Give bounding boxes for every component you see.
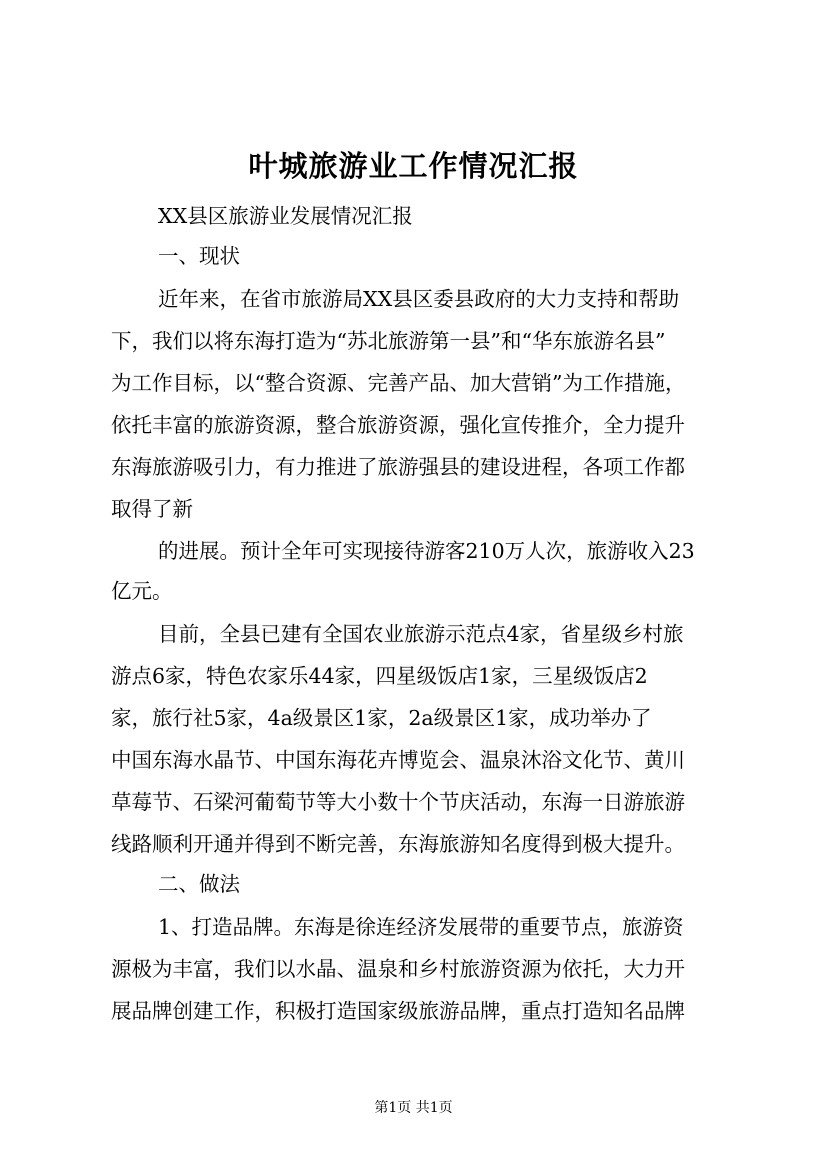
body-line: 依托丰富的旅游资源，整合旅游资源，强化宣传推介，全力提升: [111, 413, 685, 437]
body-line: 目前，全县已建有全国农业旅游示范点4家，省星级乡村旅: [158, 622, 684, 646]
body-line: 中国东海水晶节、中国东海花卉博览会、温泉沐浴文化节、黄川: [111, 748, 685, 772]
body-line: 展品牌创建工作，积极打造国家级旅游品牌，重点打造知名品牌: [111, 999, 685, 1023]
body-line: 取得了新: [111, 497, 193, 521]
body-line: 家，旅行社5家，4a级景区1家，2a级景区1家，成功举办了: [111, 706, 652, 730]
body-line: 源极为丰富，我们以水晶、温泉和乡村旅游资源为依托，大力开: [111, 957, 685, 981]
body-line: XX县区旅游业发展情况汇报: [158, 204, 413, 228]
section-heading: 一、现状: [158, 244, 240, 268]
body-line: 为工作目标，以“整合资源、完善产品、加大营销”为工作措施，: [111, 371, 686, 395]
body-line: 线路顺利开通并得到不断完善，东海旅游知名度得到极大提升。: [111, 832, 685, 856]
body-line: 东海旅游吸引力，有力推进了旅游强县的建设进程，各项工作都: [111, 455, 685, 479]
body-line: 游点6家，特色农家乐44家，四星级饭店1家，三星级饭店2: [111, 664, 648, 688]
body-line: 亿元。: [111, 579, 173, 603]
document-title: 叶城旅游业工作情况汇报: [248, 149, 579, 183]
body-line: 草莓节、石梁河葡萄节等大小数十个节庆活动，东海一日游旅游: [111, 790, 685, 814]
section-heading: 二、做法: [158, 872, 240, 896]
body-line: 下，我们以将东海打造为“苏北旅游第一县”和“华东旅游名县”: [111, 329, 666, 353]
body-line: 1、打造品牌。东海是徐连经济发展带的重要节点，旅游资: [158, 915, 684, 939]
page-footer: 第1页 共1页: [374, 1100, 453, 1116]
body-line: 的进展。预计全年可实现接待游客210万人次，旅游收入23: [158, 539, 695, 563]
body-line: 近年来，在省市旅游局XX县区委县政府的大力支持和帮助: [158, 287, 680, 311]
